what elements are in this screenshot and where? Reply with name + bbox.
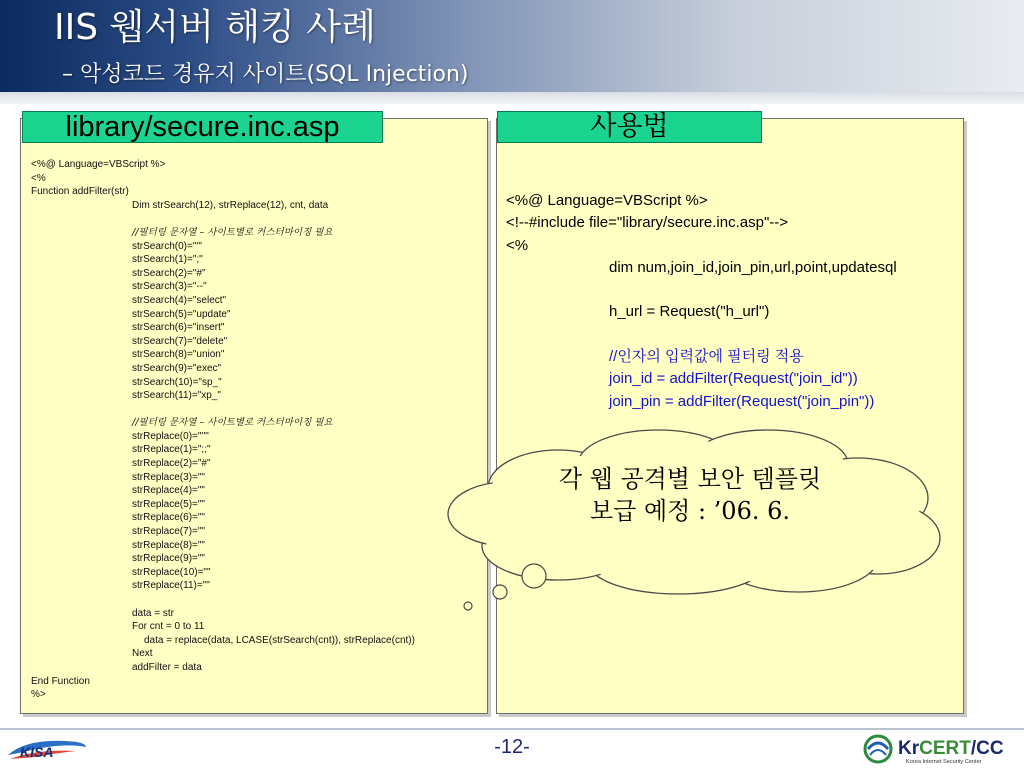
code-line: strSearch(11)="xp_" — [132, 390, 221, 402]
code-line: <%@ Language=VBScript %> — [31, 159, 166, 170]
left-code-block — [31, 158, 481, 702]
code-line: addFilter = data — [132, 661, 202, 673]
krcert-cc-logo — [862, 733, 1020, 766]
code-line: strSearch(3)="--" — [132, 281, 207, 293]
code-line: strSearch(1)=";" — [132, 254, 203, 266]
code-line: //필터링 문자열 – 사이트별로 커스터마이징 필요 — [132, 417, 333, 429]
code-line: strReplace(8)="" — [132, 539, 205, 551]
code-line: strSearch(7)="delete" — [132, 335, 228, 347]
title-divider — [0, 92, 1024, 104]
code-line: strSearch(9)="exec" — [132, 362, 222, 374]
code-line: strReplace(3)="" — [132, 471, 205, 483]
code-line: strReplace(0)="''" — [132, 430, 209, 442]
code-line: strSearch(6)="insert" — [132, 322, 225, 334]
kisa-logo — [6, 735, 88, 763]
code-line: strReplace(10)="" — [132, 566, 211, 578]
svg-text:KrCERT/CC: KrCERT/CC — [898, 738, 1004, 759]
callout-line-2: 보급 예정 : ’06. 6. — [589, 497, 791, 525]
code-line: strReplace(11)="" — [132, 580, 210, 592]
code-line: join_id = addFilter(Request("join_id")) — [609, 370, 858, 388]
page-number: -12- — [494, 736, 530, 758]
code-line — [31, 593, 481, 607]
code-line: strReplace(7)="" — [132, 526, 205, 538]
code-line: strSearch(2)="#" — [132, 267, 206, 279]
code-line: Next — [132, 648, 153, 660]
code-line: data = str — [132, 607, 174, 619]
code-line: %> — [31, 689, 46, 701]
right-code-block — [506, 190, 962, 413]
code-line: //필터링 문자열 – 사이트별로 커스터마이징 필요 — [132, 226, 333, 238]
code-line: strReplace(1)=";;" — [132, 444, 211, 456]
code-line — [506, 324, 962, 346]
code-line: strSearch(10)="sp_" — [132, 376, 222, 388]
code-line: End Function — [31, 675, 90, 687]
code-line: h_url = Request("h_url") — [609, 303, 770, 321]
svg-text:Korea Internet Security Center: Korea Internet Security Center — [906, 759, 982, 765]
slide-title: IIS 웹서버 해킹 사례 — [54, 7, 376, 48]
left-panel-tab-label: library/secure.inc.asp — [22, 111, 383, 143]
code-line: //인자의 입력값에 필터링 적용 — [609, 348, 804, 366]
callout-text — [505, 463, 875, 527]
svg-text:KISA: KISA — [20, 744, 54, 760]
code-line — [31, 212, 481, 226]
code-line: Function addFilter(str) — [31, 186, 129, 198]
code-line: strSearch(4)="select" — [132, 294, 227, 306]
code-line: strSearch(5)="update" — [132, 308, 231, 320]
code-line: Dim strSearch(12), strReplace(12), cnt, data — [132, 199, 329, 211]
code-line: strReplace(6)="" — [132, 512, 205, 524]
code-line — [31, 403, 481, 417]
code-line: strReplace(2)="#" — [132, 458, 211, 470]
code-line: strReplace(5)="" — [132, 498, 205, 510]
code-line: <% — [31, 172, 46, 184]
code-line: For cnt = 0 to 11 — [132, 621, 205, 633]
code-line: strSearch(8)="union" — [132, 349, 225, 361]
slide-subtitle: – 악성코드 경유지 사이트(SQL Injection) — [62, 62, 469, 87]
code-line: <!--#include file="library/secure.inc.asp"--> — [506, 214, 789, 232]
code-line: dim num,join_id,join_pin,url,point,updatesql — [609, 258, 897, 276]
code-line: join_pin = addFilter(Request("join_pin")) — [609, 392, 875, 410]
code-line: strSearch(0)="'" — [132, 240, 202, 252]
code-line: strReplace(9)="" — [132, 553, 205, 565]
code-line: <%@ Language=VBScript %> — [506, 192, 708, 209]
right-panel-tab-label: 사용법 — [497, 111, 762, 143]
callout-line-1: 각 웹 공격별 보안 템플릿 — [558, 465, 822, 493]
code-line: data = replace(data, LCASE(strSearch(cnt)), strReplace(cnt)) — [144, 634, 415, 646]
code-line: strReplace(4)="" — [132, 485, 205, 497]
code-line — [506, 279, 962, 301]
code-line: <% — [506, 236, 529, 254]
